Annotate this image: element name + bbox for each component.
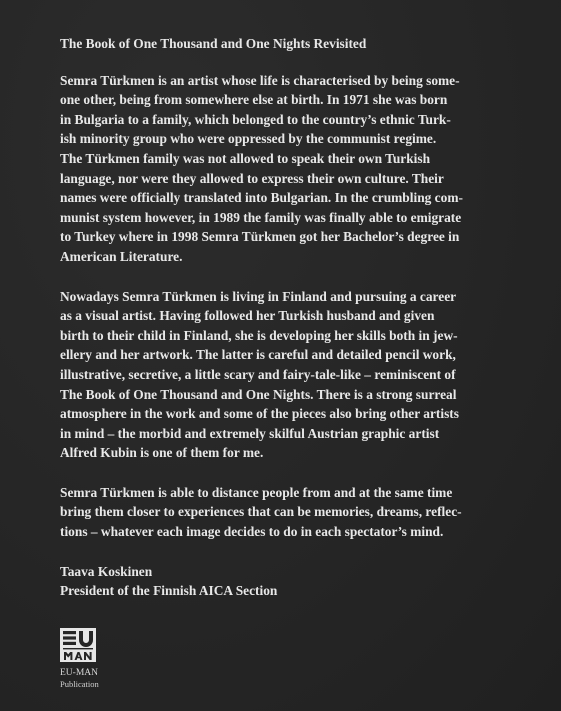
signature-name: Taava Koskinen: [60, 563, 153, 579]
page-title: The Book of One Thousand and One Nights Revisited: [60, 36, 367, 51]
paragraph-2: [60, 287, 530, 463]
text-line: ellery and her artwork. The latter is careful and detailed pencil work,: [60, 347, 456, 363]
eu-man-logo-icon: [60, 628, 96, 662]
publisher-name: EU-MAN: [60, 668, 98, 678]
text-line: names were officially translated into Bulgarian. In the crumbling com-: [60, 190, 463, 206]
text-block: [60, 34, 530, 601]
text-line: illustrative, secretive, a little scary and fairy-tale-like – reminiscent of: [60, 366, 456, 382]
text-line: Nowadays Semra Türkmen is living in Finland and pursuing a career: [60, 288, 457, 304]
text-line: The Türkmen family was not allowed to speak their own Turkish: [60, 150, 431, 166]
publisher-logo: [60, 628, 100, 690]
text-line: in mind – the morbid and extremely skilful Austrian graphic artist: [60, 425, 440, 441]
text-line: Alfred Kubin is one of them for me.: [60, 445, 264, 461]
paragraph-1: [60, 71, 530, 267]
text-line: one other, being from somewhere else at birth. In 1971 she was born: [60, 92, 448, 108]
text-line: tions – whatever each image decides to do in each spectator’s mind.: [60, 524, 444, 540]
text-line: birth to their child in Finland, she is developing her skills both in jew-: [60, 327, 458, 343]
text-line: American Literature.: [60, 248, 183, 264]
text-line: munist system however, in 1989 the family was finally able to emigrate: [60, 209, 462, 225]
text-line: Semra Türkmen is an artist whose life is characterised by being some-: [60, 72, 460, 88]
text-line: to Turkey where in 1998 Semra Türkmen got her Bachelor’s degree in: [60, 229, 460, 245]
signature-role: President of the Finnish AICA Section: [60, 583, 278, 599]
paragraph-3: [60, 483, 530, 542]
text-line: bring them closer to experiences that can be memories, dreams, reflec-: [60, 504, 462, 520]
text-line: Semra Türkmen is able to distance people from and at the same time: [60, 484, 453, 500]
publisher-sub: Publication: [60, 679, 99, 689]
text-line: as a visual artist. Having followed her Turkish husband and given: [60, 308, 435, 324]
text-line: atmosphere in the work and some of the pieces also bring other artists: [60, 406, 459, 422]
text-line: in Bulgaria to a family, which belonged to the country’s ethnic Turk-: [60, 111, 451, 127]
text-line: ish minority group who were oppressed by the communist regime.: [60, 131, 437, 147]
text-line: The Book of One Thousand and One Nights. There is a strong surreal: [60, 386, 457, 402]
text-line: language, nor were they allowed to express their own culture. Their: [60, 170, 444, 186]
signature: [60, 562, 530, 601]
